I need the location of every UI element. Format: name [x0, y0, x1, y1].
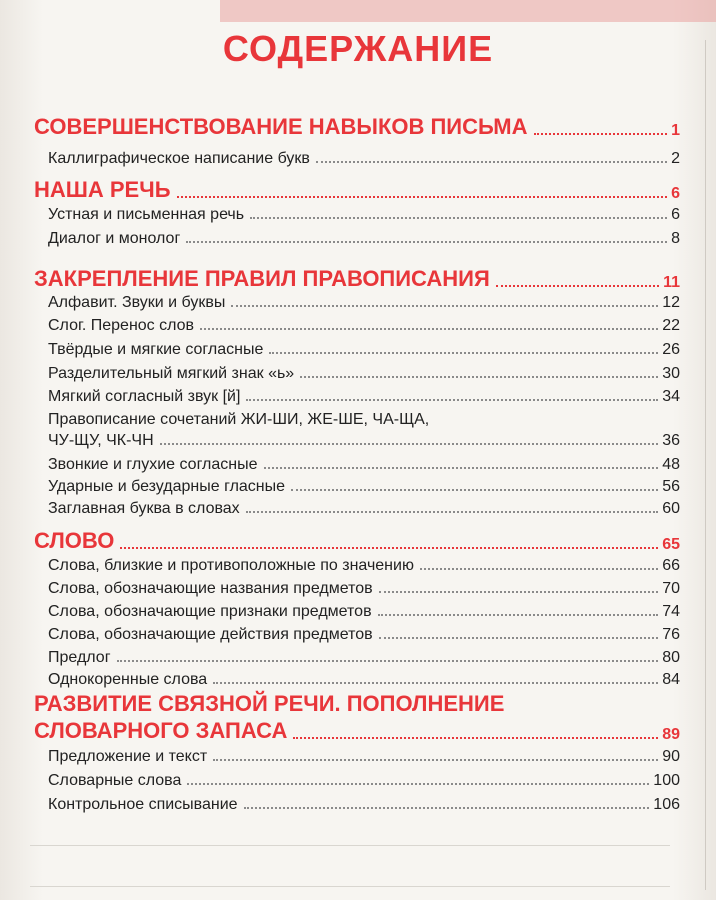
toc-item-row	[48, 744, 680, 766]
toc-page-number: 8	[671, 230, 680, 247]
toc-item-row	[48, 361, 680, 383]
toc-page-number: 56	[662, 478, 680, 495]
toc-item-row	[48, 792, 680, 814]
toc-page-number: 100	[653, 772, 680, 789]
toc-leader-dots	[177, 196, 668, 198]
toc-page-number: 22	[662, 317, 680, 334]
toc-section-title: СОВЕРШЕНСТВОВАНИЕ НАВЫКОВ ПИСЬМА	[34, 114, 528, 139]
toc-item-row	[48, 407, 680, 429]
toc-page-number: 48	[662, 456, 680, 473]
toc-page-number: 34	[662, 388, 680, 405]
toc-item-row	[48, 553, 680, 575]
toc-leader-dots	[264, 467, 659, 469]
toc-item-row	[48, 337, 680, 359]
toc-item-row	[48, 226, 680, 248]
toc-section-title: РАЗВИТИЕ СВЯЗНОЙ РЕЧИ. ПОПОЛНЕНИЕ	[34, 691, 505, 716]
toc-page-number: 70	[662, 580, 680, 597]
toc-page-number: 106	[653, 796, 680, 813]
toc-leader-dots	[244, 807, 650, 809]
toc-page-number: 6	[671, 206, 680, 223]
toc-item-title: Слова, обозначающие действия предметов	[48, 626, 373, 643]
toc-page-number: 12	[662, 294, 680, 311]
toc-leader-dots	[250, 217, 667, 219]
toc-page-number: 30	[662, 365, 680, 382]
toc-page-number: 6	[671, 185, 680, 202]
toc-leader-dots	[316, 161, 667, 163]
toc-item-row	[48, 645, 680, 667]
toc-item-title: Предлог	[48, 649, 111, 666]
toc-page-number: 66	[662, 557, 680, 574]
toc-leader-dots	[213, 759, 658, 761]
toc-page-number: 80	[662, 649, 680, 666]
toc-item-row	[48, 384, 680, 406]
toc-page-number: 76	[662, 626, 680, 643]
toc-item-row	[48, 202, 680, 224]
toc-page-number: 26	[662, 341, 680, 358]
toc-page-number: 90	[662, 748, 680, 765]
toc-item-title: Правописание сочетаний ЖИ-ШИ, ЖЕ-ШЕ, ЧА-ЩА,	[48, 411, 430, 428]
toc-section-row	[34, 264, 680, 292]
toc-item-title: Твёрдые и мягкие согласные	[48, 341, 264, 358]
toc-section-row	[34, 175, 680, 203]
toc-leader-dots	[120, 547, 658, 549]
toc-item-row	[48, 576, 680, 598]
toc-item-title: Слова, обозначающие признаки предметов	[48, 603, 372, 620]
toc-leader-dots	[200, 328, 658, 330]
toc-item-title: Контрольное списывание	[48, 796, 238, 813]
toc-item-title: Заглавная буква в словах	[48, 500, 240, 517]
toc-item-title: Устная и письменная речь	[48, 206, 245, 223]
toc-leader-dots	[246, 511, 659, 513]
toc-leader-dots	[534, 133, 668, 135]
toc-leader-dots	[300, 376, 658, 378]
toc-item-title: Однокоренные слова	[48, 671, 208, 688]
toc-item-title: Предложение и текст	[48, 748, 208, 765]
toc-item-title: Ударные и безударные гласные	[48, 478, 286, 495]
toc-item-row	[48, 599, 680, 621]
toc-section-title: НАША РЕЧЬ	[34, 177, 171, 202]
toc-item-row	[48, 452, 680, 474]
toc-leader-dots	[496, 285, 659, 287]
page-title: СОДЕРЖАНИЕ	[222, 28, 494, 69]
toc-page-number: 2	[671, 150, 680, 167]
toc-item-title: Мягкий согласный звук [й]	[48, 388, 241, 405]
toc-item-row	[48, 622, 680, 644]
toc-item-title: Слова, близкие и противоположные по значению	[48, 557, 414, 574]
toc-page-number: 1	[671, 122, 680, 139]
toc-section-title: СЛОВО	[34, 528, 115, 553]
toc-item-title: Слова, обозначающие названия предметов	[48, 580, 373, 597]
toc-item-row	[48, 313, 680, 335]
toc-section-row	[34, 716, 680, 744]
toc-item-row	[48, 428, 680, 450]
toc-leader-dots	[291, 489, 658, 491]
toc-item-row	[48, 667, 680, 689]
toc-item-title: Алфавит. Звуки и буквы	[48, 294, 226, 311]
toc-leader-dots	[231, 305, 658, 307]
toc-item-row	[48, 496, 680, 518]
toc-item-title: ЧУ-ЩУ, ЧК-ЧН	[48, 432, 154, 449]
toc-section-title: СЛОВАРНОГО ЗАПАСА	[34, 718, 288, 743]
toc-section-title: ЗАКРЕПЛЕНИЕ ПРАВИЛ ПРАВОПИСАНИЯ	[34, 266, 490, 291]
toc-item-title: Разделительный мягкий знак «ь»	[48, 365, 295, 382]
toc-page-number: 36	[662, 432, 680, 449]
toc-leader-dots	[117, 660, 659, 662]
toc-item-title: Звонкие и глухие согласные	[48, 456, 258, 473]
toc-leader-dots	[246, 399, 658, 401]
toc-page-number: 65	[662, 536, 680, 553]
toc-item-row	[48, 474, 680, 496]
toc-item-row	[48, 146, 680, 168]
toc-section-row	[34, 112, 680, 140]
toc-page-number: 74	[662, 603, 680, 620]
toc-item-title: Словарные слова	[48, 772, 182, 789]
toc-leader-dots	[160, 443, 659, 445]
toc-leader-dots	[186, 241, 667, 243]
toc-item-row	[48, 768, 680, 790]
toc-leader-dots	[378, 614, 659, 616]
toc-page-number: 11	[663, 274, 680, 291]
toc-leader-dots	[187, 783, 649, 785]
toc-leader-dots	[379, 591, 659, 593]
toc-item-title: Диалог и монолог	[48, 230, 181, 247]
toc-leader-dots	[293, 737, 658, 739]
toc-leader-dots	[213, 682, 658, 684]
toc-page-number: 60	[662, 500, 680, 517]
toc-section-row	[34, 526, 680, 554]
toc-leader-dots	[379, 637, 659, 639]
toc-item-row	[48, 290, 680, 312]
toc-page-number: 84	[662, 671, 680, 688]
toc-item-title: Слог. Перенос слов	[48, 317, 195, 334]
toc-section-row	[34, 689, 680, 717]
toc-leader-dots	[269, 352, 658, 354]
toc-leader-dots	[420, 568, 658, 570]
toc-page-number: 89	[662, 726, 680, 743]
toc-item-title: Каллиграфическое написание букв	[48, 150, 310, 167]
